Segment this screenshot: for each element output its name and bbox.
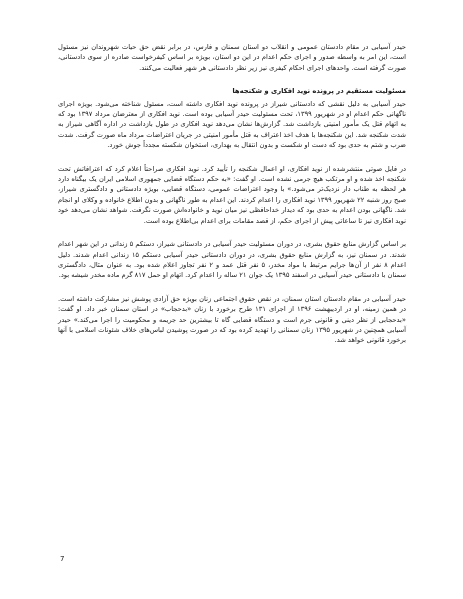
section-heading: مسئولیت مستقیم در پرونده نوید افکاری و شکنجه‌ها	[232, 87, 406, 96]
section-paragraph-audio-file: در فایل صوتی منتشرشده از نوید افکاری، او اعمال شکنجه را تأیید کرد. نوید افکاری صراحتاً اعلام کرد که اعترافاتش تحت شکنجه اخذ شده و او مرتکب هیچ جرمی نشده است. او گفت: «به حکم دستگاه قضایی جمهوری اسلامی ایران یک بیگناه دارد هر لحظه به طناب دار نزدیک‌تر می‌شود.» با وجود اعتراضات عمومی، دستگاه قضایی، بویژه دادستانی و دادگستری شیراز، صبح روز شنبه ۲۲ شهریور ۱۳۹۹ نوید افکاری را اعدام کردند. این اعدام به طور ناگهانی و بدون اطلاع خانواده و وکلای او انجام شد. ناگهانی بودن اعدام به حدی بود که دیدار خداحافظی نیز میان نوید و خانواده‌اش صورت نگرفت. شواهد نشان می‌دهد خود نوید افکاری نیز تا ساعاتی پیش از اجرای حکم، از قصد مقامات برای اعدام بی‌اطلاع بوده است.	[58, 164, 406, 225]
section-paragraph-torture: حیدر آسیابی به دلیل نقشی که دادستانی شیراز در پرونده نوید افکاری داشته است، مسئول شناخته می‌شود. بویژه اجرای ناگهانی حکم اعدام او در شهریور ۱۳۹۹، تحت مسئولیت حیدر آسیابی بوده است. نوید افکاری از معترضان مرداد ۱۳۹۷ بود که به اتهام قتل یک مأمور امنیتی بازداشت شد. گزارش‌ها نشان می‌دهد نوید افکاری در طول بازداشت در اداره آگاهی شیراز به شدت شکنجه شد. این شکنجه‌ها با هدف اخذ اعتراف به قتل مأمور امنیتی در جریان اعتراضات مرداد ماه صورت گرفت. شدت ضرب و شتم به حدی بود که دست او شکست و بدون انتقال به بهداری، استخوان شکسته مجدداً جوش خورد.	[58, 99, 406, 150]
intro-paragraph: حیدر آسیابی در مقام دادستان عمومی و انقلاب دو استان سمنان و فارس، در برابر نقض حق حیات شهروندان نیز مسئول است، این امر به واسطه صدور و اجرای حکم اعدام در این دو استان، بویژه بر اساس کیفرخواست صادره از سوی دادستانی، صورت گرفته است. واحدهای اجرای احکام کیفری نیز زیر نظر دادستانی هر شهر فعالیت می‌کنند.	[58, 43, 406, 72]
section-afkari	[58, 86, 406, 226]
page-number: 7	[60, 555, 65, 563]
hijab-paragraph: حیدر آسیابی در مقام دادستان استان سمنان، در نقض حقوق اجتماعی زنان بویژه حق آزادی پوشش نیز مشارکت داشته است. در همین زمینه، او در اردیبهشت ۱۳۹۶ از اجرای ۱۳۱ طرح برخورد با زنان «بدحجاب» در استان سمنان خبر داد. او گفت: «بدحجابی از نظر دینی و قانونی جرم است و دستگاه قضایی گاه تا بیشترین حد جریمه و محکومیت را اجرا می‌کند.» حیدر آسیابی همچنین در شهریور ۱۳۹۵ زنان سمنانی را تهدید کرده بود که در صورت پوشیدن لباس‌های خلاف شئونات اسلامی با آنها برخورد قانونی خواهد شد.	[58, 294, 406, 345]
executions-paragraph: بر اساس گزارش منابع حقوق بشری، در دوران مسئولیت حیدر آسیابی در دادستانی شیراز، دستکم ۵ زندانی در این شهر اعدام شدند. در سمنان نیز، به گزارش منابع حقوق بشری، در دوران دادستانی حیدر آسیابی دستکم ۱۵ زندانی اعدام شدند. دلیل اعدام ۸ نفر از آن‌ها جرایم مرتبط با مواد مخدر، ۵ نفر قتل عمد و ۲ نفر تجاوز اعلام شده بود. به عنوان مثال، دادگستری سمنان با دادستانی حیدر آسیابی در اسفند ۱۳۹۵ یک جوان ۲۱ ساله را اعدام کرد. اتهام او حمل ۸۱۷ گرم ماده مخدر شیشه بود.	[58, 240, 406, 280]
document-body	[58, 42, 406, 359]
